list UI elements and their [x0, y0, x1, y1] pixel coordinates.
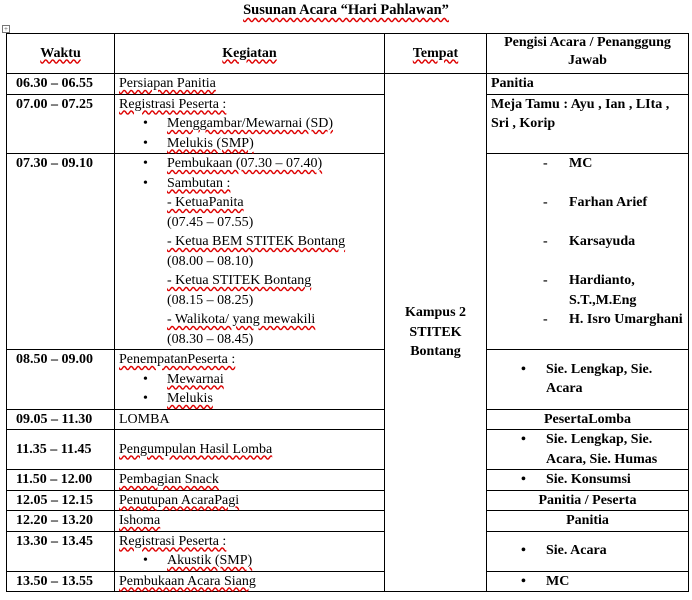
list-item: • Akustik (SMP): [119, 551, 380, 571]
activity-cell: Pengumpulan Hasil Lomba: [115, 430, 385, 470]
sub-item: - KetuaPanita: [167, 195, 244, 210]
time-cell: 08.50 – 09.00: [7, 350, 115, 410]
table-row: [7, 94, 689, 154]
header-pic: Pengisi Acara / Penanggung Jawab: [487, 34, 689, 74]
page-title: Susunan Acara “Hari Pahlawan”: [243, 2, 449, 18]
list-item: • Melukis (SMP): [119, 134, 380, 154]
header-location: Tempat: [385, 34, 487, 74]
table-row: [7, 511, 689, 532]
list-item: • Melukis: [119, 389, 380, 409]
activity-cell: Ishoma: [115, 511, 385, 532]
location-cell: Kampus 2 STITEK Bontang: [385, 74, 487, 592]
list-item: • Mewarnai: [119, 370, 380, 390]
sub-item: (07.45 – 07.55): [167, 214, 254, 230]
table-row: [7, 74, 689, 95]
table-row: [7, 531, 689, 571]
list-item: - Karsayuda: [491, 232, 684, 252]
time-cell: 11.35 – 11.45: [7, 430, 115, 470]
activity-text: Registrasi Peserta :: [119, 96, 227, 112]
list-item: • Sie. Konsumsi: [491, 470, 684, 490]
time-cell: 13.30 – 13.45: [7, 531, 115, 571]
pic-cell: Panitia / Peserta: [487, 490, 689, 511]
pic-cell: [487, 470, 689, 491]
pic-cell: [487, 531, 689, 571]
time-cell: 06.30 – 06.55: [7, 74, 115, 95]
table-row: [7, 154, 689, 350]
pic-cell: [487, 350, 689, 410]
table-row: [7, 490, 689, 511]
activity-cell: [115, 531, 385, 571]
time-cell: 09.05 – 11.30: [7, 409, 115, 430]
sub-item: (08.15 – 08.25): [167, 292, 254, 308]
table-row: [7, 430, 689, 470]
sub-item: - Walikota/ yang mewakili: [167, 312, 316, 327]
header-row: [7, 34, 689, 74]
time-cell: 11.50 – 12.00: [7, 470, 115, 491]
list-item: • Menggambar/Mewarnai (SD): [119, 114, 380, 134]
time-cell: 07.30 – 09.10: [7, 154, 115, 350]
pic-cell: PesertaLomba: [487, 409, 689, 430]
pic-cell: [487, 154, 689, 350]
list-item: - Farhan Arief: [491, 193, 684, 213]
activity-cell: LOMBA: [115, 409, 385, 430]
list-item: • Sie. Lengkap, Sie. Acara: [491, 360, 684, 399]
sub-item: (08.30 – 08.45): [167, 331, 254, 347]
list-item: • Sie. Acara: [491, 541, 684, 561]
list-item: • MC: [491, 572, 684, 592]
pic-cell: Meja Tamu : Ayu , Ian , LIta , Sri , Korip: [487, 94, 689, 154]
activity-cell: Pembukaan Acara Siang: [115, 571, 385, 592]
table-row: [7, 470, 689, 491]
sub-item: - Ketua STITEK Bontang: [167, 273, 312, 288]
activity-cell: Penutupan AcaraPagi: [115, 490, 385, 511]
pic-cell: [487, 571, 689, 592]
table-row: [7, 571, 689, 592]
sub-item: (08.00 – 08.10): [167, 253, 254, 269]
list-item: • Sambutan :: [119, 174, 380, 194]
list-item: - H. Isro Umarghani: [491, 310, 684, 330]
time-cell: 12.05 – 12.15: [7, 490, 115, 511]
activity-cell: Pembagian Snack: [115, 470, 385, 491]
table-row: [7, 350, 689, 410]
pic-cell: Panitia: [487, 74, 689, 95]
time-cell: 12.20 – 13.20: [7, 511, 115, 532]
table-row: [7, 409, 689, 430]
activity-text: PenempatanPeserta :: [119, 352, 236, 367]
activity-cell: [115, 94, 385, 154]
header-time: Waktu: [7, 34, 115, 74]
list-item: - Hardianto, S.T.,M.Eng: [491, 271, 684, 310]
header-activity: Kegiatan: [115, 34, 385, 74]
pic-cell: Panitia: [487, 511, 689, 532]
activity-cell: Persiapan Panitia: [115, 74, 385, 95]
activity-cell: [115, 350, 385, 410]
pic-cell: [487, 430, 689, 470]
time-cell: 13.50 – 13.55: [7, 571, 115, 592]
table-move-handle-icon[interactable]: +: [2, 25, 10, 33]
sub-item: - Ketua BEM STITEK Bontang: [167, 234, 346, 249]
activity-text: Registrasi Peserta :: [119, 533, 227, 549]
schedule-table: [6, 33, 689, 592]
list-item: - MC: [491, 154, 684, 174]
activity-cell: [115, 154, 385, 350]
list-item: • Pembukaan (07.30 – 07.40): [119, 154, 380, 174]
list-item: • Sie. Lengkap, Sie. Acara, Sie. Humas: [491, 430, 684, 469]
time-cell: 07.00 – 07.25: [7, 94, 115, 154]
